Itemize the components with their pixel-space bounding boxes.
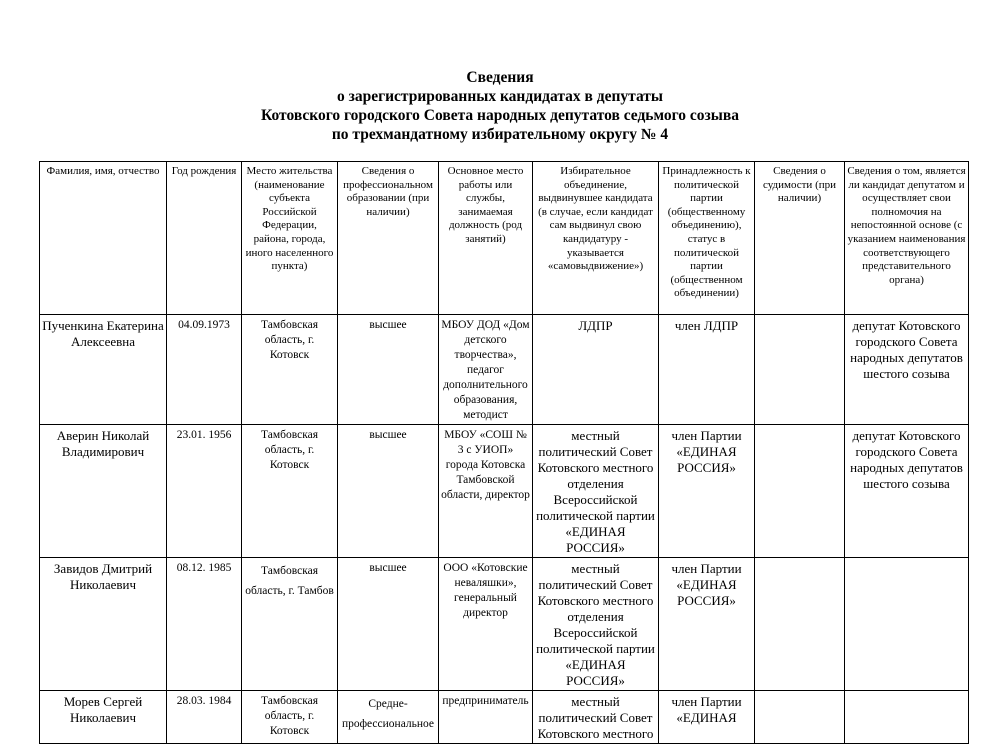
deputy-status bbox=[845, 558, 969, 691]
education: высшее bbox=[338, 425, 439, 558]
party: член Партии «ЕДИНАЯ РОССИЯ» bbox=[659, 425, 755, 558]
table-row bbox=[40, 558, 969, 691]
title-line-1: Сведения bbox=[466, 69, 534, 86]
residence: Тамбовская область, г. Котовск bbox=[242, 691, 338, 744]
nominated-by: местный политический Совет Котовского местного отделения Всероссийской политической партии «ЕДИНАЯ РОССИЯ» bbox=[533, 558, 659, 691]
candidates-table bbox=[39, 161, 969, 744]
header-residence: Место жительства (наименование субъекта Российской Федерации, района, города, иного населенного пункта) bbox=[242, 162, 338, 315]
conviction bbox=[755, 558, 845, 691]
party: член Партии «ЕДИНАЯ bbox=[659, 691, 755, 744]
deputy-status bbox=[845, 691, 969, 744]
header-conviction: Сведения о судимости (при наличии) bbox=[755, 162, 845, 315]
nominated-by: ЛДПР bbox=[533, 315, 659, 425]
deputy-status: депутат Котовского городского Совета народных депутатов шестого созыва bbox=[845, 315, 969, 425]
title-line-2: о зарегистрированных кандидатах в депутаты bbox=[336, 88, 664, 105]
title-line-4: по трехмандатному избирательному округу № 4 bbox=[331, 126, 669, 143]
work: МБОУ «СОШ № 3 с УИОП» города Котовска Тамбовской области, директор bbox=[439, 425, 533, 558]
work: предприниматель bbox=[439, 691, 533, 744]
title-line-3: Котовского городского Совета народных депутатов седьмого созыва bbox=[261, 107, 739, 124]
table-row bbox=[40, 425, 969, 558]
candidate-name: Завидов Дмитрий Николаевич bbox=[40, 558, 167, 691]
candidate-name: Пученкина Екатерина Алексеевна bbox=[40, 315, 167, 425]
residence: Тамбовская область, г. Котовск bbox=[242, 315, 338, 425]
conviction bbox=[755, 315, 845, 425]
birth-date: 23.01. 1956 bbox=[167, 425, 242, 558]
header-party: Принадлежность к политической партии (общественному объединению), статус в политической партии (общественном объединении) bbox=[659, 162, 755, 315]
header-name: Фамилия, имя, отчество bbox=[40, 162, 167, 315]
deputy-status: депутат Котовского городского Совета народных депутатов шестого созыва bbox=[845, 425, 969, 558]
header-education: Сведения о профессиональном образовании (при наличии) bbox=[338, 162, 439, 315]
candidate-name: Аверин Николай Владимирович bbox=[40, 425, 167, 558]
party: член ЛДПР bbox=[659, 315, 755, 425]
birth-date: 28.03. 1984 bbox=[167, 691, 242, 744]
work: ООО «Котовские неваляшки», генеральный директор bbox=[439, 558, 533, 691]
residence: Тамбовская область, г. Тамбов bbox=[242, 558, 338, 691]
education: высшее bbox=[338, 558, 439, 691]
residence: Тамбовская область, г. Котовск bbox=[242, 425, 338, 558]
document-title bbox=[0, 68, 1000, 144]
conviction bbox=[755, 425, 845, 558]
header-birth-year: Год рождения bbox=[167, 162, 242, 315]
party: член Партии «ЕДИНАЯ РОССИЯ» bbox=[659, 558, 755, 691]
nominated-by: местный политический Совет Котовского местного bbox=[533, 691, 659, 744]
education: Средне-профессиональное bbox=[338, 691, 439, 744]
nominated-by: местный политический Совет Котовского местного отделения Всероссийской политической партии «ЕДИНАЯ РОССИЯ» bbox=[533, 425, 659, 558]
birth-date: 04.09.1973 bbox=[167, 315, 242, 425]
header-work: Основное место работы или службы, занимаемая должность (род занятий) bbox=[439, 162, 533, 315]
header-deputy: Сведения о том, является ли кандидат депутатом и осуществляет свои полномочия на непостоянной основе (с указанием наименования соответствующего представительного органа) bbox=[845, 162, 969, 315]
table-row bbox=[40, 315, 969, 425]
work: МБОУ ДОД «Дом детского творчества», педагог дополнительного образования, методист bbox=[439, 315, 533, 425]
table-header-row bbox=[40, 162, 969, 315]
conviction bbox=[755, 691, 845, 744]
birth-date: 08.12. 1985 bbox=[167, 558, 242, 691]
education: высшее bbox=[338, 315, 439, 425]
candidate-name: Морев Сергей Николаевич bbox=[40, 691, 167, 744]
table-row bbox=[40, 691, 969, 744]
header-nominated-by: Избирательное объединение, выдвинувшее кандидата (в случае, если кандидат сам выдвинул свою кандидатуру - указывается «самовыдвижение») bbox=[533, 162, 659, 315]
